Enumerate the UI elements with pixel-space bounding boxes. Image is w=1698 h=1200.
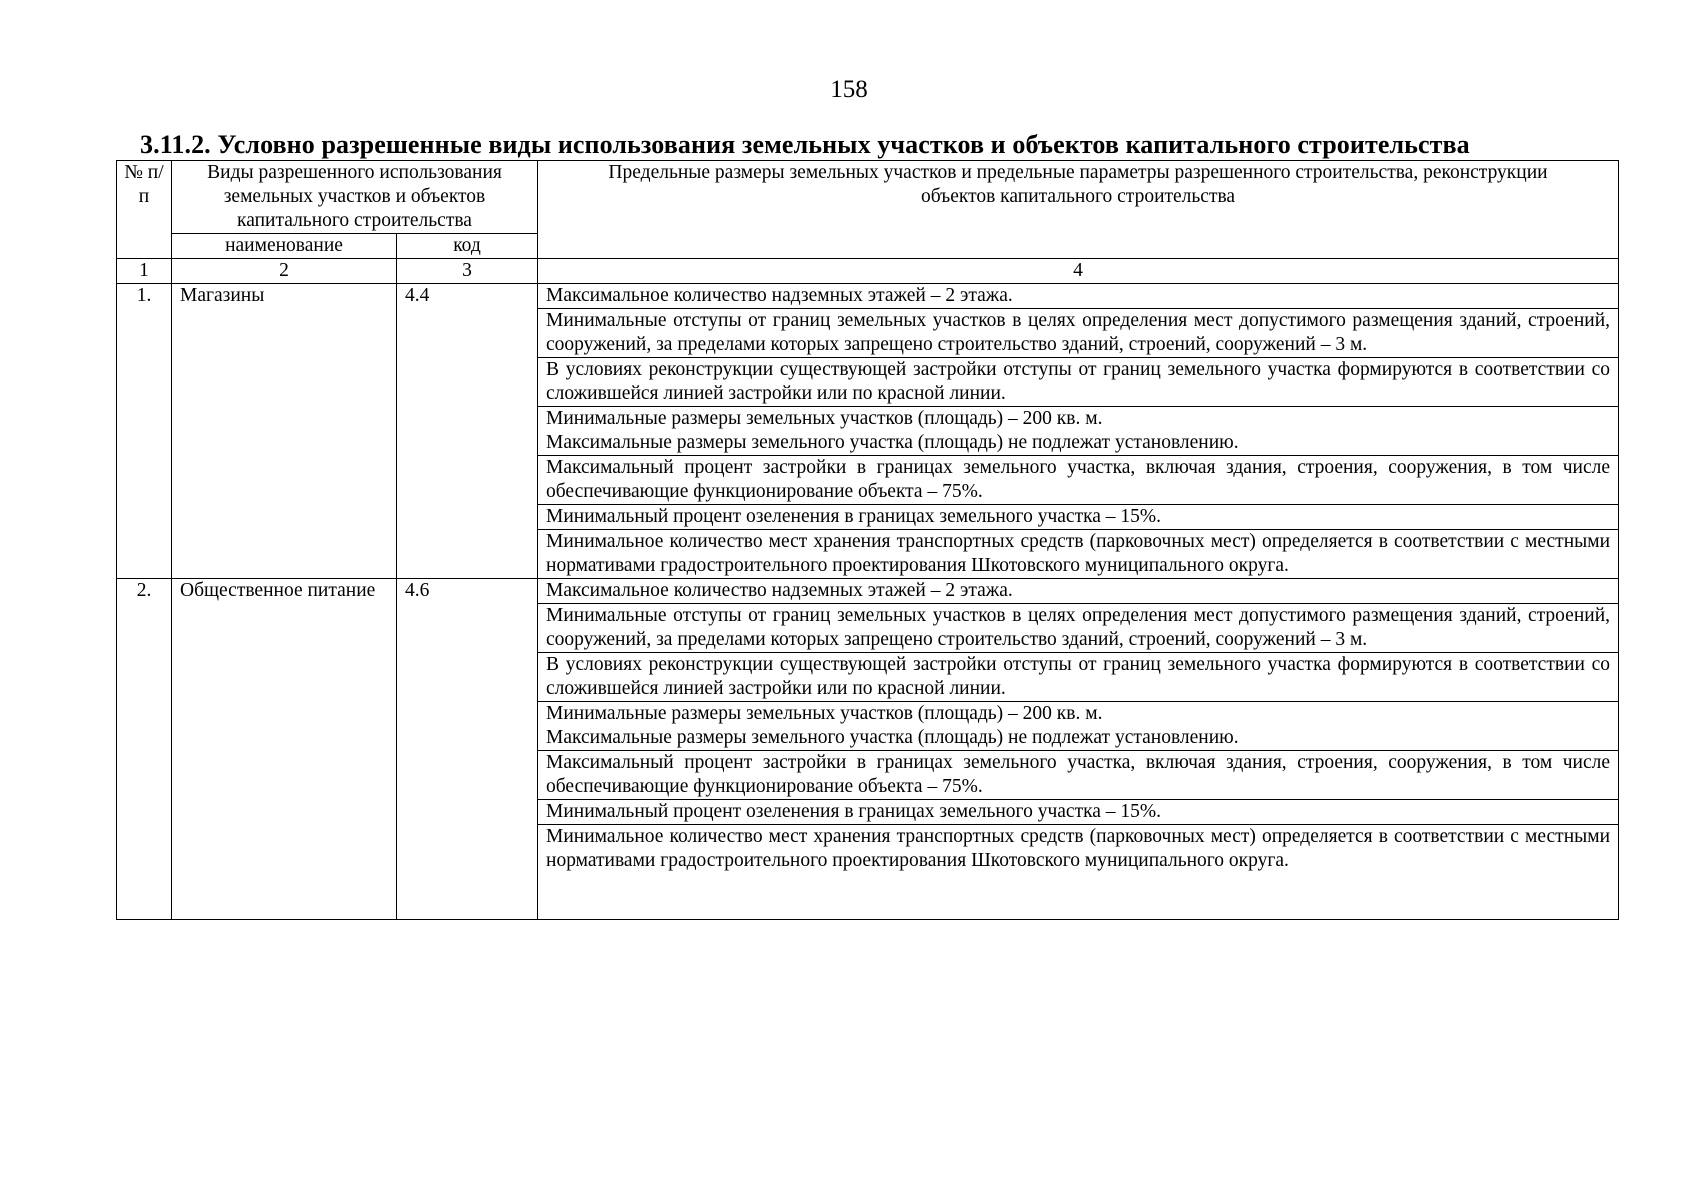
param-cell: Минимальный процент озеленения в границах земельного участка – 15%.: [538, 505, 1619, 530]
row-name: Общественное питание: [172, 579, 397, 920]
param-cell: [538, 702, 1619, 751]
row-number: 2.: [117, 579, 172, 920]
param-cell: В условиях реконструкции существующей застройки отступы от границ земельного участка формируются в соответствии со сложившейся линией застройки или по красной линии.: [538, 653, 1619, 702]
row-code: 4.6: [397, 579, 538, 920]
param-cell: Максимальный процент застройки в границах земельного участка, включая здания, строения, сооружения, в том числе обеспечивающие функционирование объекта – 75%.: [538, 751, 1619, 800]
param-cell: В условиях реконструкции существующей застройки отступы от границ земельного участка формируются в соответствии со сложившейся линией застройки или по красной линии.: [538, 358, 1619, 407]
param-line: Максимальные размеры земельного участка (площадь) не подлежат установлению.: [546, 727, 1239, 748]
param-line: Минимальные размеры земельных участков (площадь) – 200 кв. м.: [546, 703, 1103, 724]
param-cell: Минимальное количество мест хранения транспортных средств (парковочных мест) определяется в соответствии с местными нормативами градостроительного проектирования Шкотовского муниципального округа.: [538, 825, 1619, 874]
param-cell: Максимальное количество надземных этажей – 2 этажа.: [538, 284, 1619, 309]
param-line: Максимальные размеры земельного участка (площадь) не подлежат установлению.: [546, 432, 1239, 453]
row-code: 4.4: [397, 284, 538, 579]
param-cell: Минимальное количество мест хранения транспортных средств (парковочных мест) определяется в соответствии с местными нормативами градостроительного проектирования Шкотовского муниципального округа.: [538, 530, 1619, 579]
header-types: Виды разрешенного использования земельных участков и объектов капитального строительства: [172, 161, 538, 234]
header-params: Предельные размеры земельных участков и предельные параметры разрешенного строительства, реконструкции объектов капитального строительства: [538, 161, 1619, 259]
param-cell: [538, 407, 1619, 456]
param-line: Минимальные размеры земельных участков (площадь) – 200 кв. м.: [546, 408, 1103, 429]
param-cell: Минимальный процент озеленения в границах земельного участка – 15%.: [538, 800, 1619, 825]
header-row: [117, 161, 1619, 234]
row-name: Магазины: [172, 284, 397, 579]
param-cell: Максимальное количество надземных этажей – 2 этажа.: [538, 579, 1619, 604]
page-number: 158: [830, 76, 868, 103]
column-number: 2: [172, 259, 397, 284]
table-row: [117, 284, 1619, 309]
row-number: 1.: [117, 284, 172, 579]
header-code: код: [397, 234, 538, 259]
column-number: 3: [397, 259, 538, 284]
table-row: [117, 579, 1619, 604]
header-number: № п/п: [117, 161, 172, 259]
param-cell: Минимальные отступы от границ земельных участков в целях определения мест допустимого размещения зданий, строений, сооружений, за пределами которых запрещено строительство зданий, строений, сооружений – 3 м.: [538, 309, 1619, 358]
param-cell: Максимальный процент застройки в границах земельного участка, включая здания, строения, сооружения, в том числе обеспечивающие функционирование объекта – 75%.: [538, 456, 1619, 505]
column-numbers-row: [117, 259, 1619, 284]
blank-cell: [538, 873, 1619, 920]
section-title: 3.11.2. Условно разрешенные виды использования земельных участков и объектов капитального строительства: [140, 130, 1470, 159]
column-number: 1: [117, 259, 172, 284]
header-name: наименование: [172, 234, 397, 259]
column-number: 4: [538, 259, 1619, 284]
regulations-table: [116, 160, 1619, 920]
param-cell: Минимальные отступы от границ земельных участков в целях определения мест допустимого размещения зданий, строений, сооружений, за пределами которых запрещено строительство зданий, строений, сооружений – 3 м.: [538, 604, 1619, 653]
